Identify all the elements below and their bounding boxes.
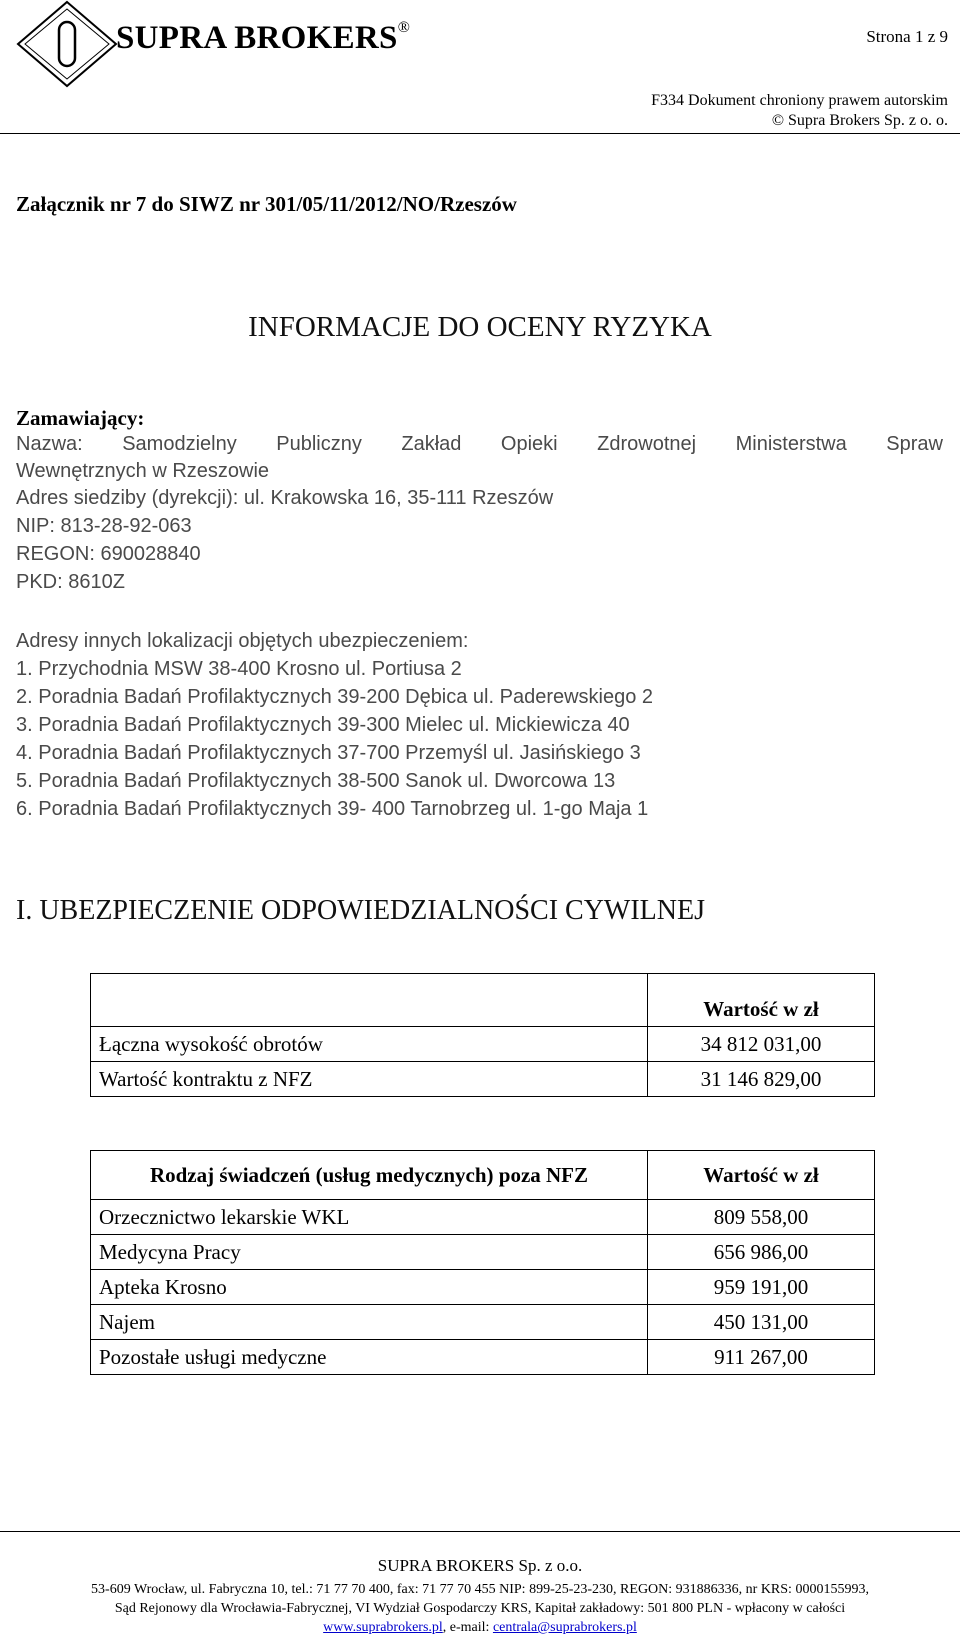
locations-heading: Adresy innych lokalizacji objętych ubezpieczeniem: (16, 630, 469, 652)
footer-contact-line (0, 1620, 960, 1636)
table-row (91, 1062, 875, 1097)
client-address: Adres siedziby (dyrekcji): ul. Krakowska 16, 35-111 Rzeszów (16, 487, 554, 509)
client-pkd: PKD: 8610Z (16, 571, 125, 593)
copyright-line: © Supra Brokers Sp. z o. o. (771, 112, 948, 129)
table-cell-value: 911 267,00 (648, 1340, 875, 1375)
table-header-cell: Rodzaj świadczeń (usług medycznych) poza NFZ (91, 1151, 648, 1200)
website-link[interactable]: www.suprabrokers.pl (323, 1620, 443, 1635)
table-row (91, 1305, 875, 1340)
client-name-continuation: Wewnętrznych w Rzeszowie (16, 460, 270, 482)
copyright-notice (651, 91, 948, 131)
client-heading: Zamawiający: (16, 406, 145, 430)
name-word: Opieki (500, 433, 558, 455)
services-table (90, 1150, 875, 1375)
name-word: Zdrowotnej (597, 433, 697, 455)
name-word: Publiczny (276, 433, 362, 455)
company-logo-text: SUPRA BROKERS® (116, 19, 411, 56)
section-title-liability: I. UBEZPIECZENIE ODPOWIEDZIALNOŚCI CYWILNEJ (16, 895, 706, 926)
table-header-cell (91, 974, 648, 1027)
table-cell-value: 450 131,00 (648, 1305, 875, 1340)
table-cell-label: Pozostałe usługi medyczne (91, 1340, 648, 1375)
table-cell-label: Wartość kontraktu z NFZ (91, 1062, 648, 1097)
footer-company: SUPRA BROKERS Sp. z o.o. (377, 1556, 583, 1575)
name-word: Zakład (401, 433, 462, 455)
name-word: Samodzielny (122, 433, 237, 455)
table-cell-value: 656 986,00 (648, 1235, 875, 1270)
name-word: Nazwa: (16, 433, 83, 455)
table-header-row (91, 974, 875, 1027)
table-row (91, 1200, 875, 1235)
turnover-table (90, 973, 875, 1097)
table-cell-label: Orzecznictwo lekarskie WKL (91, 1200, 648, 1235)
page-title: INFORMACJE DO OCENY RYZYKA (248, 311, 712, 343)
table-cell-label: Apteka Krosno (91, 1270, 648, 1305)
document-code-line: F334 Dokument chroniony prawem autorskim (651, 92, 948, 109)
location-item: 3. Poradnia Badań Profilaktycznych 39-300 Mielec ul. Mickiewicza 40 (16, 714, 630, 736)
location-item: 6. Poradnia Badań Profilaktycznych 39- 400 Tarnobrzeg ul. 1-go Maja 1 (16, 798, 649, 820)
email-link[interactable]: centrala@suprabrokers.pl (492, 1620, 637, 1635)
table-row (91, 1340, 875, 1375)
location-item: 4. Poradnia Badań Profilaktycznych 37-700 Przemyśl ul. Jasińskiego 3 (16, 742, 641, 764)
table-row (91, 1270, 875, 1305)
name-word: Ministerstwa (735, 433, 847, 455)
table-header-cell: Wartość w zł (648, 974, 875, 1027)
client-regon: REGON: 690028840 (16, 543, 201, 565)
location-item: 1. Przychodnia MSW 38-400 Krosno ul. Portiusa 2 (16, 658, 462, 680)
table-cell-label: Najem (91, 1305, 648, 1340)
table-header-row (91, 1151, 875, 1200)
table-row (91, 1027, 875, 1062)
table-cell-value: 34 812 031,00 (648, 1027, 875, 1062)
table-cell-value: 959 191,00 (648, 1270, 875, 1305)
header-divider (0, 133, 960, 134)
table-header-cell: Wartość w zł (648, 1151, 875, 1200)
email-label: , e-mail: (442, 1620, 493, 1635)
table-row (91, 1235, 875, 1270)
footer-divider (0, 1531, 960, 1532)
client-name-line (16, 433, 943, 456)
location-item: 5. Poradnia Badań Profilaktycznych 38-500 Sanok ul. Dworcowa 13 (16, 770, 616, 792)
client-nip: NIP: 813-28-92-063 (16, 515, 192, 537)
table-cell-label: Łączna wysokość obrotów (91, 1027, 648, 1062)
name-word: Spraw (886, 433, 943, 455)
location-item: 2. Poradnia Badań Profilaktycznych 39-200 Dębica ul. Paderewskiego 2 (16, 686, 654, 708)
table-cell-value: 31 146 829,00 (648, 1062, 875, 1097)
footer-address-line: 53-609 Wrocław, ul. Fabryczna 10, tel.: 71 77 70 400, fax: 71 77 70 455 NIP: 899-25-23-230, REGON: 931886336, nr KRS: 0000155993, (91, 1582, 869, 1597)
attachment-reference: Załącznik nr 7 do SIWZ nr 301/05/11/2012/NO/Rzeszów (16, 192, 517, 216)
supra-brokers-logo-icon (12, 0, 122, 88)
table-cell-label: Medycyna Pracy (91, 1235, 648, 1270)
table-cell-value: 809 558,00 (648, 1200, 875, 1235)
page-number: Strona 1 z 9 (866, 27, 948, 46)
footer-registry-line: Sąd Rejonowy dla Wrocławia-Fabrycznej, VI Wydział Gospodarczy KRS, Kapitał zakładowy: 501 800 PLN - wpłacony w całości (114, 1601, 846, 1616)
